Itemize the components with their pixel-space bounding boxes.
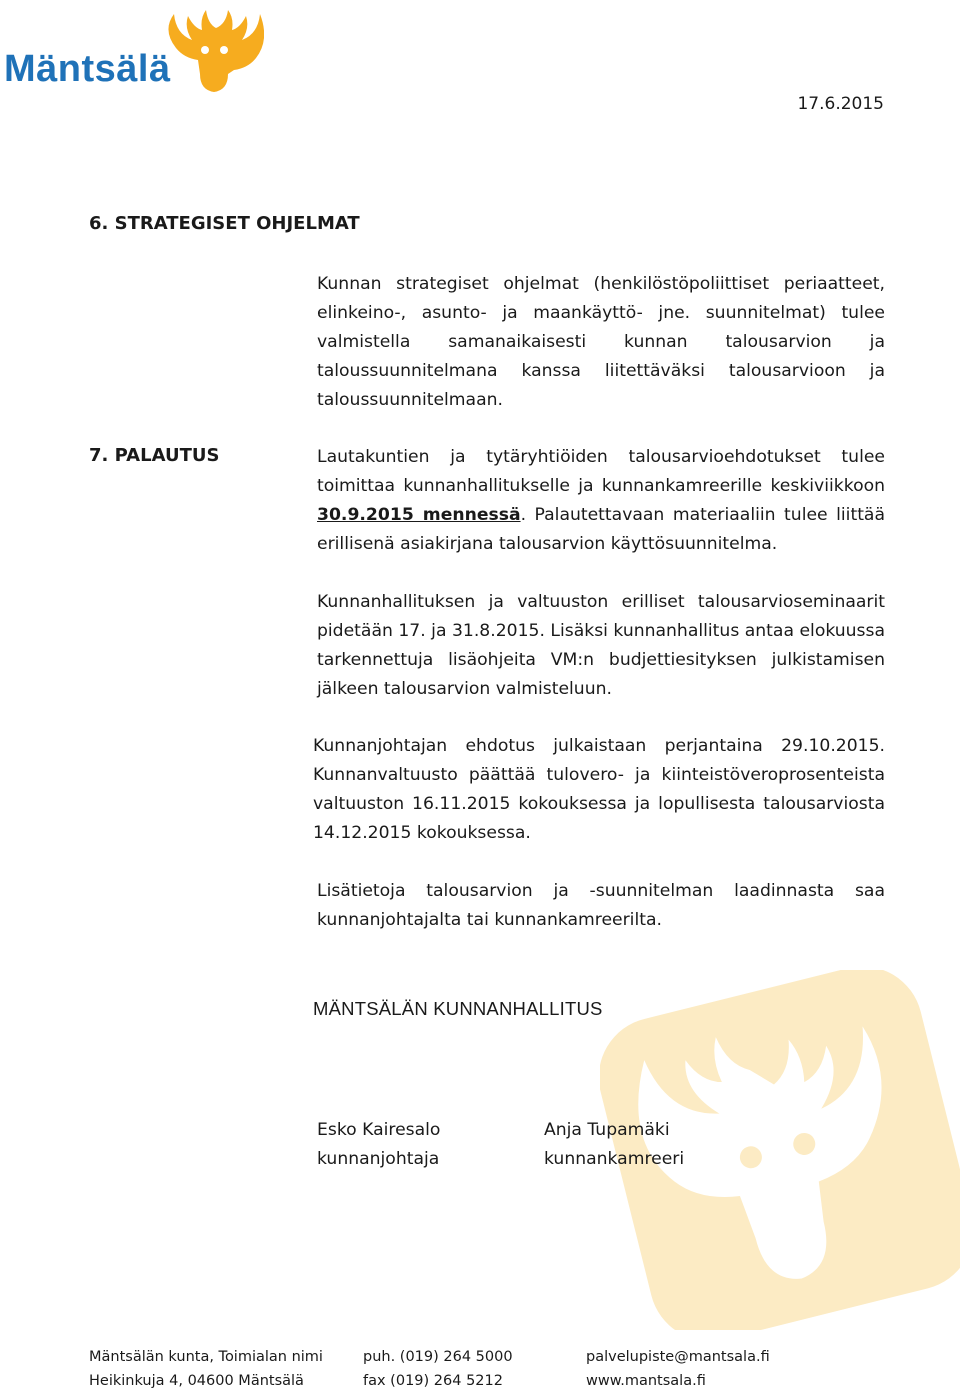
footer-street: Heikinkuja 4, 04600 Mäntsälä — [89, 1373, 304, 1389]
footer-online — [586, 1345, 770, 1393]
municipality-logo — [2, 4, 264, 94]
footer-email[interactable]: palvelupiste@mantsala.fi — [586, 1349, 770, 1365]
signatory-title: kunnankamreeri — [544, 1149, 685, 1169]
section-7-paragraph-4: Lisätietoja talousarvion ja -suunnitelman laadinnasta saa kunnanjohtajalta tai kunnankamreerilta. — [317, 881, 885, 930]
deadline-date: 30.9.2015 mennessä — [317, 505, 521, 525]
deadline-outro-text: . Palautettavaan materiaaliin tulee liittää erillisenä asiakirjana talousarvion käyttösuunnitelma. — [317, 505, 885, 554]
section-6-heading: 6. STRATEGISET OHJELMAT — [89, 213, 360, 234]
signatory-title: kunnanjohtaja — [317, 1149, 440, 1169]
signatory-name: Anja Tupamäki — [544, 1120, 670, 1140]
logo-wordmark: Mäntsälä — [4, 48, 171, 90]
board-name: MÄNTSÄLÄN KUNNANHALLITUS — [313, 998, 603, 1019]
deadline-intro-text: Lautakuntien ja tytäryhtiöiden talousarvioehdotukset tulee toimittaa kunnanhallitukselle ja kunnankamreerille keskiviikkoon — [317, 447, 885, 496]
document-date: 17.6.2015 — [797, 94, 884, 114]
signature-block — [544, 1116, 684, 1174]
signature-block — [317, 1116, 440, 1174]
footer-contact — [363, 1345, 513, 1393]
section-7-paragraph-2: Kunnanhallituksen ja valtuuston erilliset talousarvioseminaarit pidetään 17. ja 31.8.2015. Lisäksi kunnanhallitus antaa elokuussa tarkennettuja lisäohjeita VM:n budjettiesityksen julkistamisen jälkeen talousarvion valmisteluun. — [317, 592, 885, 699]
footer-address — [89, 1345, 323, 1393]
section-7-heading: 7. PALAUTUS — [89, 445, 220, 466]
moose-logo-icon — [168, 4, 264, 92]
footer-website[interactable]: www.mantsala.fi — [586, 1373, 706, 1389]
section-7-paragraph-1 — [317, 443, 885, 559]
section-7-paragraph-3: Kunnanjohtajan ehdotus julkaistaan perjantaina 29.10.2015. Kunnanvaltuusto päättää tulovero- ja kiinteistöveroprosenteista valtuuston 16.11.2015 kokouksessa ja lopullisesta talousarviosta 14.12.2015 kokouksessa. — [313, 736, 885, 843]
signatory-name: Esko Kairesalo — [317, 1120, 441, 1140]
section-6-paragraph: Kunnan strategiset ohjelmat (henkilöstöpoliittiset periaatteet, elinkeino-, asunto- ja maankäyttö- jne. suunnitelmat) tulee valmistella samanaikaisesti kunnan talousarvion ja taloussuunnitelmana kanssa liitettäväksi talousarvioon ja taloussuunnitelmaan. — [317, 274, 885, 410]
footer-phone: puh. (019) 264 5000 — [363, 1349, 513, 1365]
footer-fax: fax (019) 264 5212 — [363, 1373, 503, 1389]
footer-org: Mäntsälän kunta, Toimialan nimi — [89, 1349, 323, 1365]
